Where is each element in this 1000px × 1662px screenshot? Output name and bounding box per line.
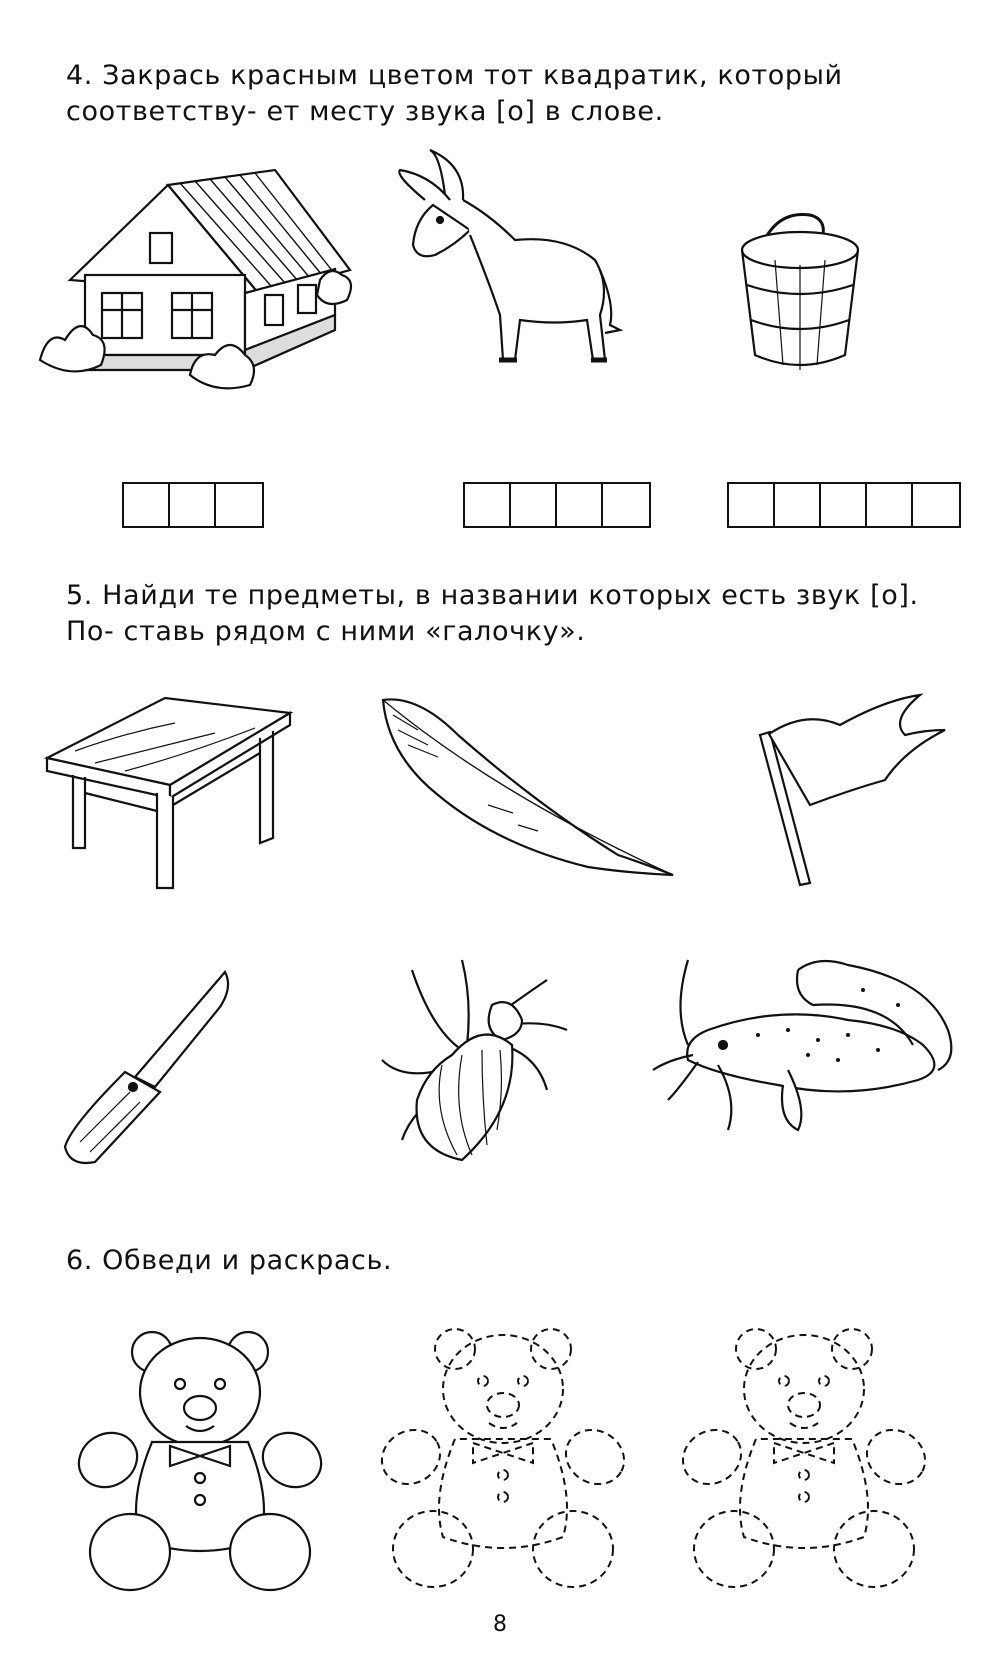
donkey-icon	[395, 145, 635, 380]
task-4-instruction: 4. Закрась красным цветом тот квадратик, который соответству- ет месту звука [о] в слове.	[66, 60, 843, 127]
teddy-bear-solid-icon	[80, 1325, 320, 1595]
letter-box[interactable]	[821, 484, 867, 526]
letter-boxes-house	[122, 482, 264, 528]
teddy-bear-dashed-icon[interactable]	[383, 1322, 623, 1592]
letter-box[interactable]	[170, 484, 216, 526]
house-icon	[40, 165, 360, 395]
letter-boxes-donkey	[463, 482, 651, 528]
letter-boxes-bucket	[727, 482, 961, 528]
letter-box[interactable]	[557, 484, 603, 526]
letter-box[interactable]	[603, 484, 649, 526]
flag-icon[interactable]	[755, 690, 955, 890]
page-number: 8	[493, 1612, 507, 1637]
task-6-instruction: 6. Обведи и раскрась.	[66, 1245, 393, 1276]
letter-box[interactable]	[867, 484, 913, 526]
letter-box[interactable]	[775, 484, 821, 526]
letter-box[interactable]	[465, 484, 511, 526]
letter-box[interactable]	[913, 484, 959, 526]
feather-icon[interactable]	[378, 695, 678, 885]
letter-box[interactable]	[511, 484, 557, 526]
letter-box[interactable]	[124, 484, 170, 526]
teddy-bear-dashed-icon[interactable]	[684, 1322, 924, 1592]
letter-box[interactable]	[729, 484, 775, 526]
bucket-icon	[735, 205, 865, 380]
table-icon[interactable]	[45, 693, 295, 903]
beetle-icon[interactable]	[372, 950, 582, 1165]
knife-icon[interactable]	[55, 967, 235, 1167]
letter-box[interactable]	[216, 484, 262, 526]
task-5-instruction: 5. Найди те предметы, в названии которых есть звук [о]. По- ставь рядом с ними «галочку».	[66, 580, 919, 647]
catfish-icon[interactable]	[648, 950, 978, 1165]
